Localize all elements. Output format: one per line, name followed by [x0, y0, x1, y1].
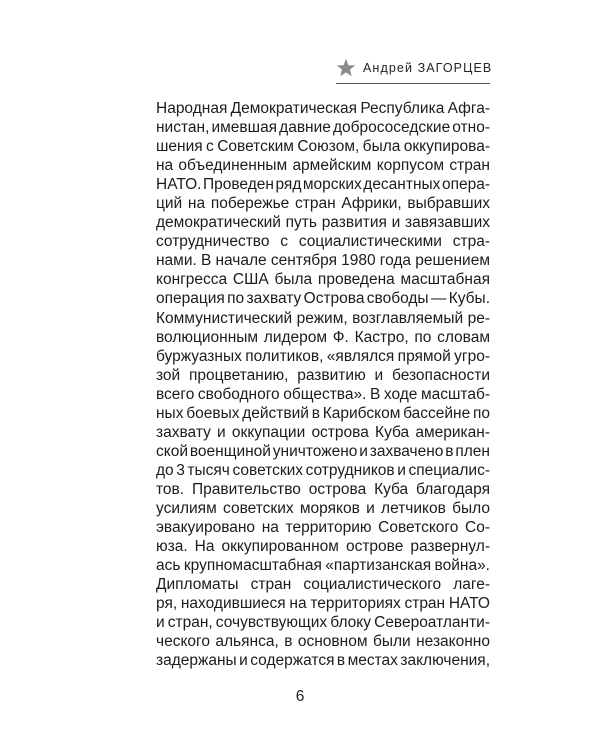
- text-line: волюционным лидером Ф. Кастро, по словам: [156, 328, 490, 346]
- text-line: шения с Советским Союзом, была оккупирова-: [156, 138, 490, 156]
- text-line: на объединенным армейским корпусом стран: [156, 157, 490, 175]
- text-line: усилиям советских моряков и летчиков было: [156, 499, 490, 517]
- text-line: задержаны и содержатся в местах заключения,: [156, 652, 490, 670]
- text-line: ных боевых действий в Карибском бассейне по: [156, 404, 490, 422]
- text-line: ской военщиной уничтожено и захвачено в плен: [156, 442, 490, 460]
- text-line: нами. В начале сентября 1980 года решением: [156, 252, 490, 270]
- text-line: всего свободного общества». В ходе масштаб-: [156, 385, 490, 403]
- text-line: демократический путь развития и завязавших: [156, 214, 490, 232]
- header-divider: [336, 83, 490, 84]
- text-line: до 3 тысяч советских сотрудников и специалис-: [156, 461, 490, 479]
- text-line: тов. Правительство острова Куба благодаря: [156, 480, 490, 498]
- page-number: 6: [295, 688, 305, 705]
- author-name: Андрей ЗАГОРЦЕВ: [363, 61, 493, 75]
- text-line: операция по захвату Острова свободы — Кубы.: [156, 290, 490, 308]
- text-line: и стран, сочувствующих блоку Североатланти-: [156, 614, 490, 632]
- body-text: [156, 99, 490, 670]
- star-icon: [336, 58, 356, 78]
- text-line: ций на побережье стран Африки, выбравших: [156, 195, 490, 213]
- text-line: эвакуировано на территорию Советского Со-: [156, 519, 490, 537]
- text-line: юза. На оккупированном острове развернул-: [156, 538, 490, 556]
- text-line: Коммунистический режим, возглавляемый ре-: [156, 309, 490, 327]
- text-line: ря, находившиеся на территориях стран НАТО: [156, 595, 490, 613]
- text-line: НАТО. Проведен ряд морских десантных опера-: [156, 176, 490, 194]
- text-line: Дипломаты стран социалистического лаге-: [156, 576, 490, 594]
- text-line: буржуазных политиков, «являлся прямой угро-: [156, 347, 490, 365]
- text-line: зой процветанию, развитию и безопасности: [156, 366, 490, 384]
- running-header: [336, 57, 491, 79]
- text-line: Народная Демократическая Республика Афга-: [156, 100, 490, 117]
- text-line: конгресса США была проведена масштабная: [156, 271, 490, 289]
- text-line: ась крупномасштабная «партизанская война».: [156, 557, 490, 575]
- text-line: ческого альянса, в основном были незаконно: [156, 633, 490, 651]
- text-line: захвату и оккупации острова Куба американ-: [156, 423, 490, 441]
- text-line: сотрудничество с социалистическими стра-: [156, 233, 490, 251]
- text-line: нистан, имевшая давние добрососедские отно-: [156, 119, 490, 137]
